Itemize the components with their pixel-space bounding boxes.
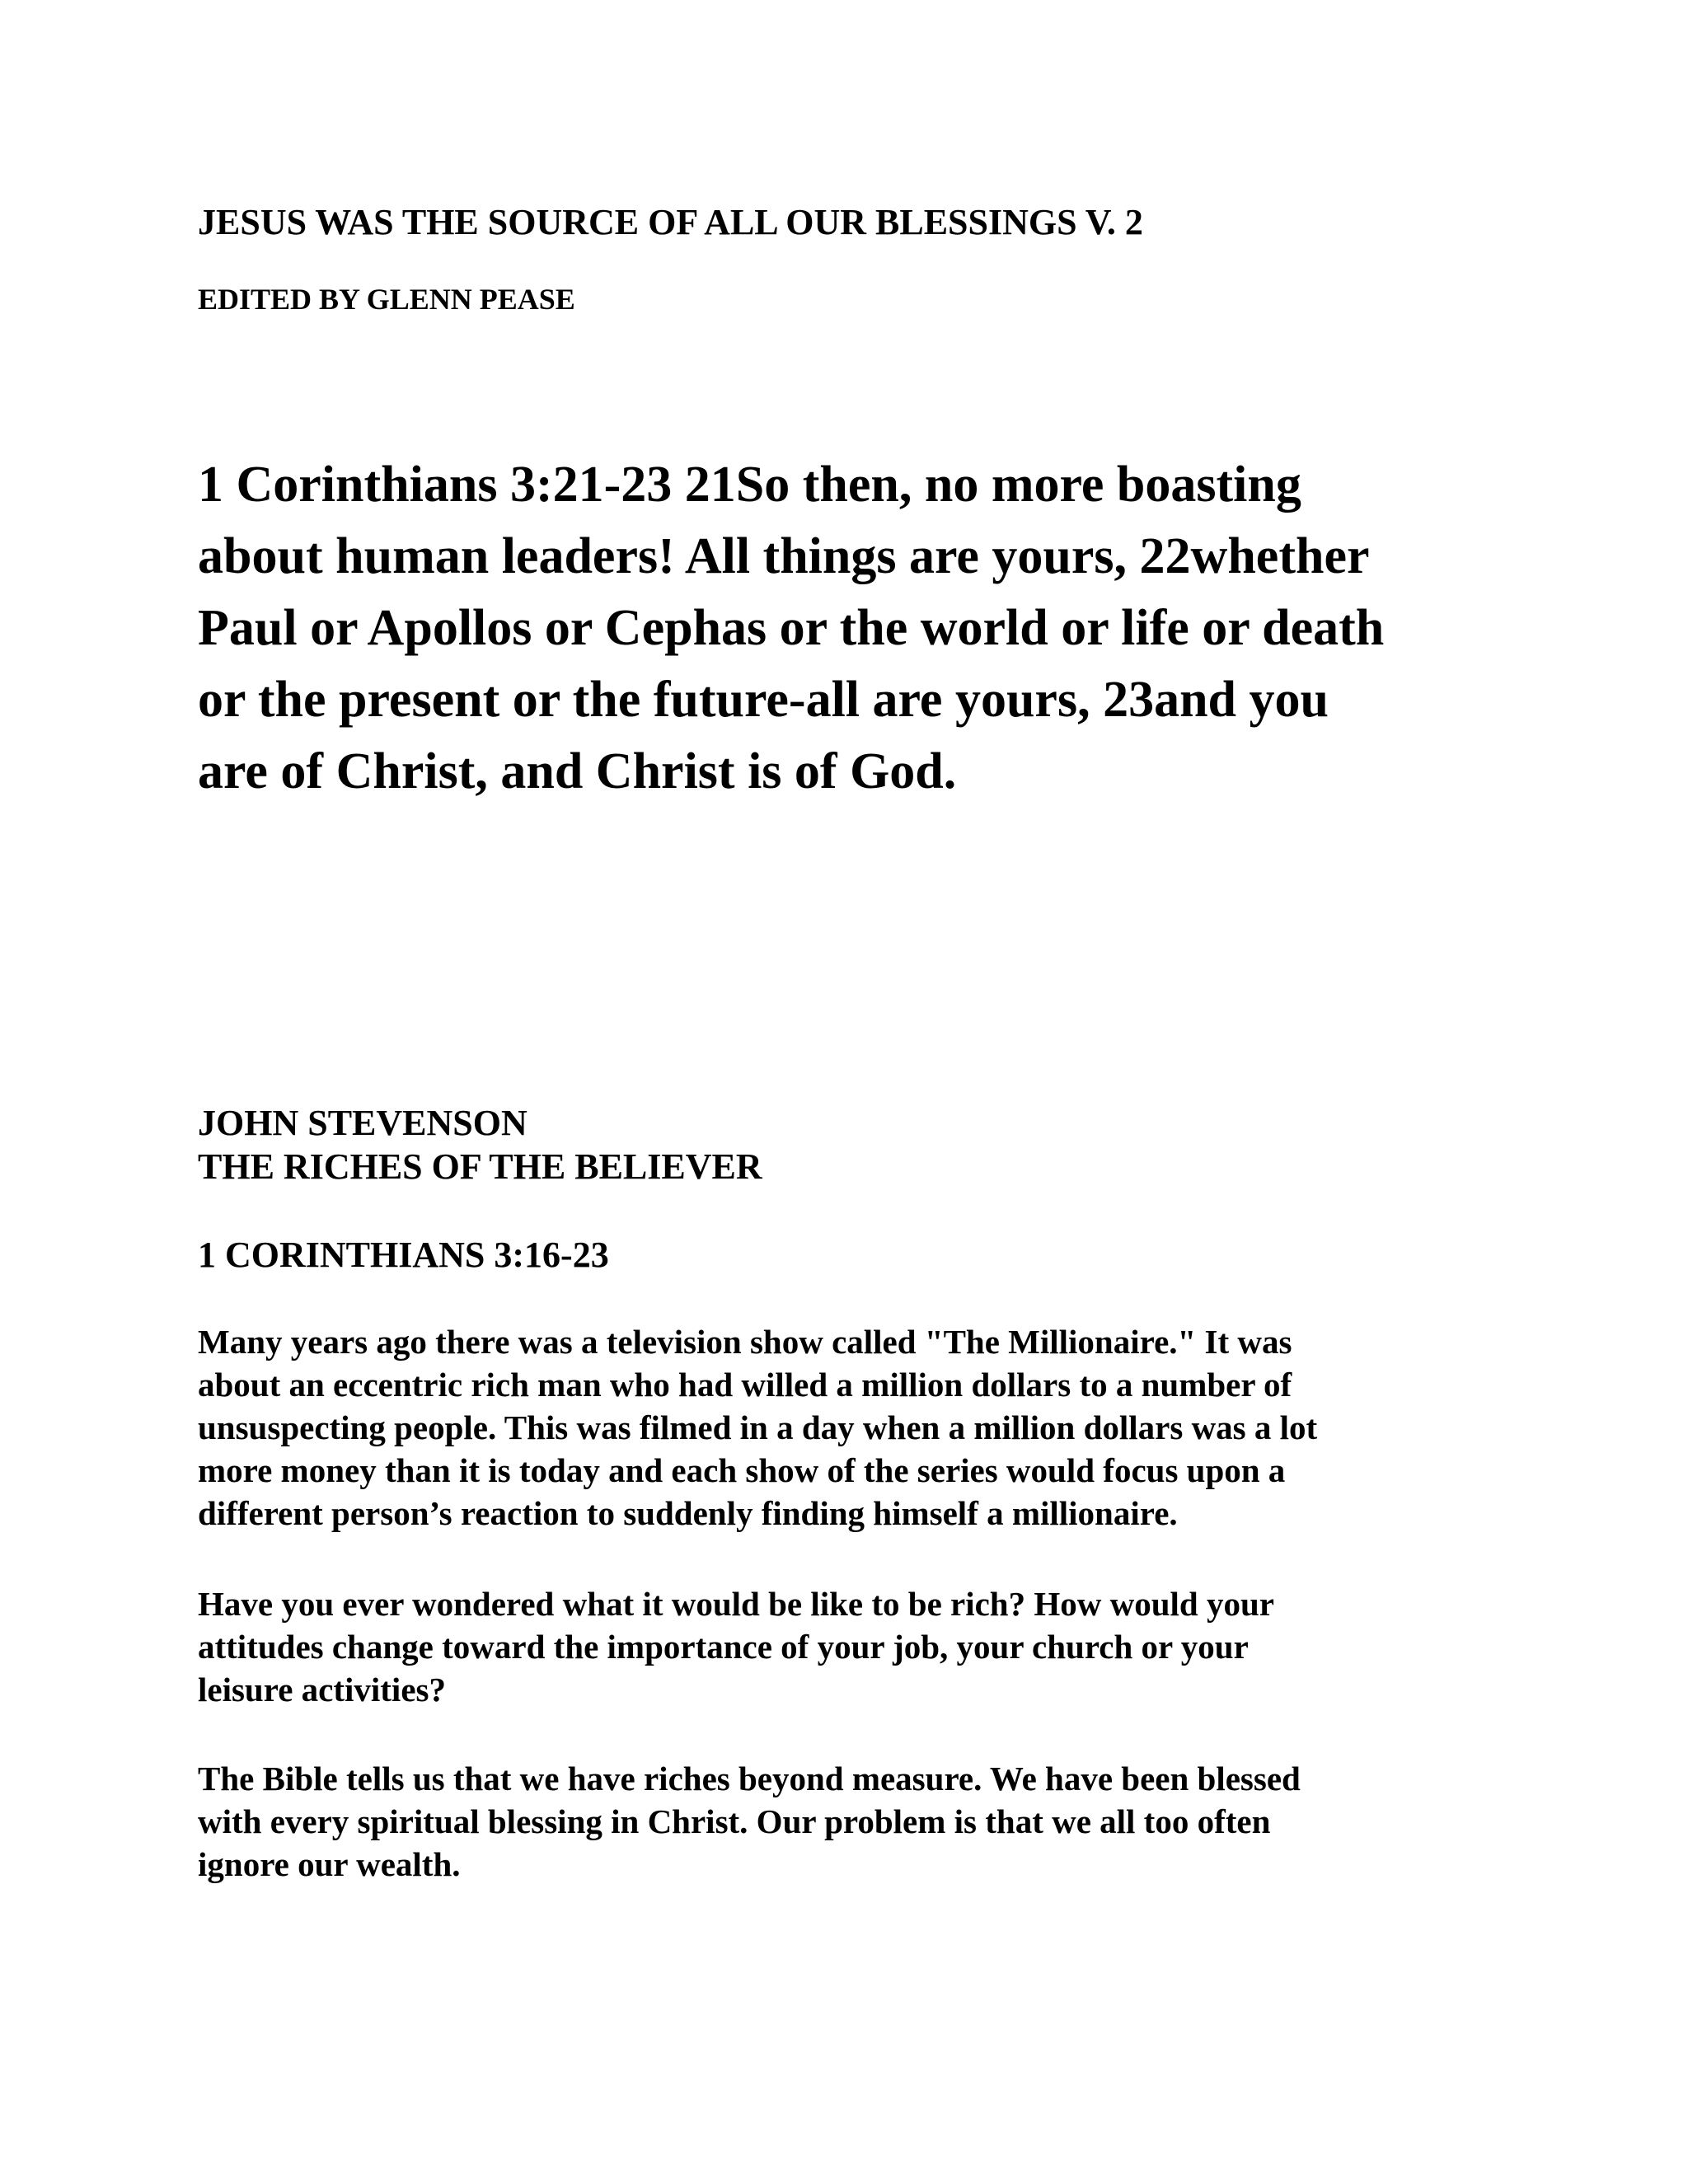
paragraph-line: about an eccentric rich man who had willed a million dollars to a number of (198, 1366, 1292, 1404)
scripture-passage (198, 449, 1533, 808)
paragraph-line: The Bible tells us that we have riches beyond measure. We have been blessed (198, 1760, 1301, 1797)
paragraph-line: with every spiritual blessing in Christ. Our problem is that we all too often (198, 1802, 1271, 1840)
scripture-line: Paul or Apollos or Cephas or the world or life or death (198, 600, 1385, 656)
sermon-reference: 1 CORINTHIANS 3:16-23 (198, 1235, 609, 1275)
paragraph-line: more money than it is today and each show of the series would focus upon a (198, 1451, 1286, 1489)
scripture-line: about human leaders! All things are yours, 22whether (198, 528, 1370, 584)
scripture-line: are of Christ, and Christ is of God. (198, 743, 957, 799)
paragraph-line: attitudes change toward the importance of your job, your church or your (198, 1628, 1249, 1666)
sermon-author: JOHN STEVENSON (198, 1103, 528, 1143)
paragraph (198, 1582, 1517, 1711)
document-title: JESUS WAS THE SOURCE OF ALL OUR BLESSINGS V. 2 (198, 202, 1143, 242)
paragraph-line: unsuspecting people. This was filmed in a day when a million dollars was a lot (198, 1408, 1318, 1446)
editor-credit: EDITED BY GLENN PEASE (198, 283, 575, 316)
scripture-line: or the present or the future-all are yours, 23and you (198, 672, 1329, 728)
paragraph-line: leisure activities? (198, 1671, 446, 1708)
paragraph-line: different person’s reaction to suddenly finding himself a millionaire. (198, 1494, 1178, 1532)
paragraph-line: Many years ago there was a television show called "The Millionaire." It was (198, 1323, 1292, 1361)
scripture-line: 1 Corinthians 3:21-23 21So then, no more boasting (198, 457, 1301, 513)
paragraph-line: ignore our wealth. (198, 1845, 461, 1883)
paragraph (198, 1320, 1517, 1535)
sermon-title: THE RICHES OF THE BELIEVER (198, 1146, 762, 1187)
paragraph-line: Have you ever wondered what it would be like to be rich? How would your (198, 1585, 1274, 1623)
paragraph (198, 1757, 1517, 1886)
